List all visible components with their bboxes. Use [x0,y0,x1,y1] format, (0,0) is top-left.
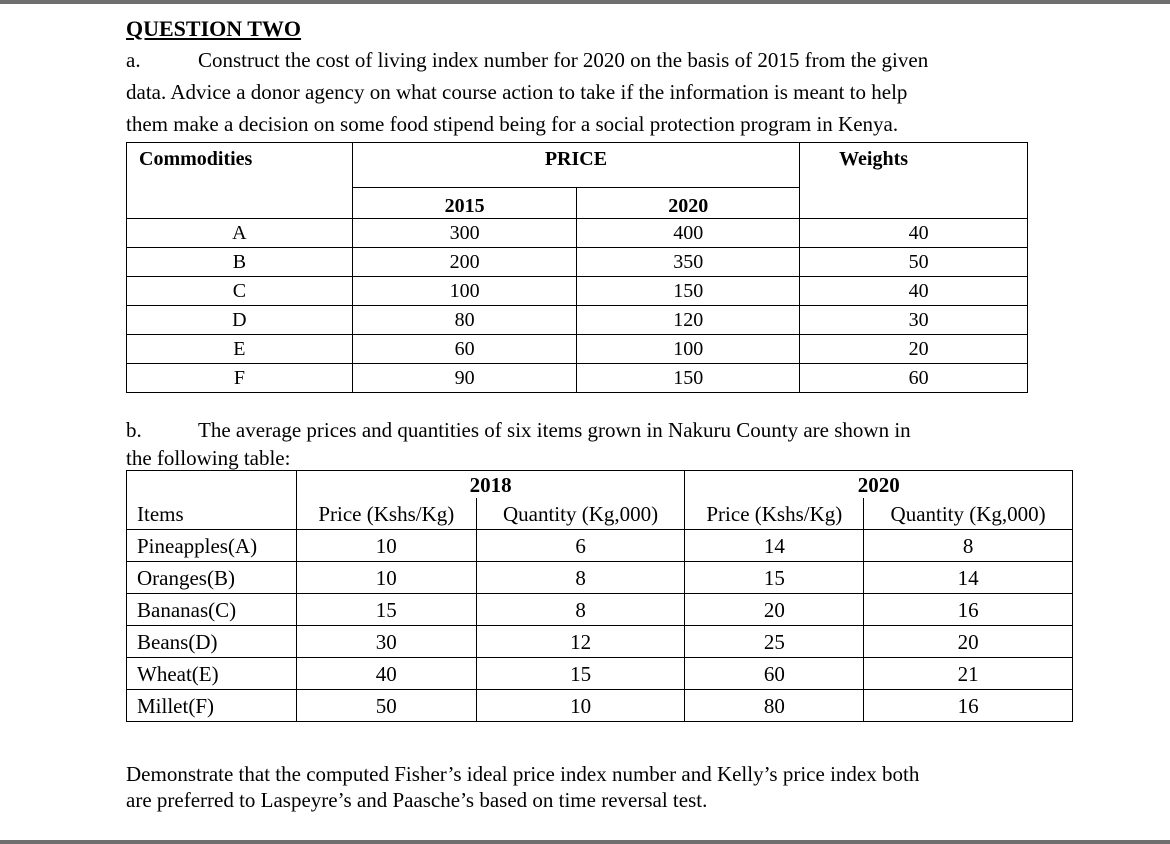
table-row [127,530,1073,562]
price-2015-cell: 60 [352,335,577,364]
table-row [127,248,1028,277]
table-row [127,626,1073,658]
price-2020-cell: 15 [685,562,864,594]
quantity-2020-cell: 14 [864,562,1073,594]
price-2015-cell: 80 [352,306,577,335]
price-2020-cell: 350 [577,248,800,277]
cost-of-living-table [126,142,1028,393]
quantity-2018-cell: 12 [476,626,685,658]
price-header: PRICE [352,143,799,188]
year-2015-header: 2015 [352,188,577,219]
quantity-2018-cell: 15 [476,658,685,690]
year-header-row [127,471,1073,499]
quantity-2018-cell: 8 [476,594,685,626]
year-2018-header: 2018 [296,471,685,499]
item-name-cell: Bananas(C) [127,594,297,626]
weight-cell: 50 [800,248,1028,277]
quantity-2020-cell: 21 [864,658,1073,690]
price-2018-cell: 30 [296,626,476,658]
question-title: QUESTION TWO [126,16,302,41]
table-header-row [127,143,1028,188]
table-row [127,219,1028,248]
table-row [127,658,1073,690]
price-2020-cell: 120 [577,306,800,335]
commodity-cell: D [127,306,353,335]
table-row [127,690,1073,722]
column-header-row [127,498,1073,530]
year-2020-header: 2020 [685,471,1073,499]
price-2020-cell: 20 [685,594,864,626]
price-2018-cell: 10 [296,530,476,562]
weight-cell: 20 [800,335,1028,364]
quantity-2020-cell: 16 [864,594,1073,626]
weight-cell: 60 [800,364,1028,393]
price-2020-cell: 150 [577,364,800,393]
quantity-2018-cell: 10 [476,690,685,722]
table-row [127,277,1028,306]
weight-cell: 40 [800,219,1028,248]
weights-header: Weights [800,143,1028,219]
table-row [127,364,1028,393]
quantity-2020-cell: 8 [864,530,1073,562]
commodities-header: Commodities [127,143,353,219]
weight-cell: 30 [800,306,1028,335]
price-2020-cell: 100 [577,335,800,364]
price-2018-cell: 15 [296,594,476,626]
bottom-border-line [0,840,1170,844]
item-name-cell: Millet(F) [127,690,297,722]
quantity-2020-cell: 20 [864,626,1073,658]
table-row [127,594,1073,626]
table-row [127,335,1028,364]
part-a-label: a. [126,48,141,72]
item-name-cell: Oranges(B) [127,562,297,594]
price-2020-cell: 25 [685,626,864,658]
price-2020-header: Price (Kshs/Kg) [685,498,864,530]
price-2018-cell: 50 [296,690,476,722]
closing-line-1: Demonstrate that the computed Fisher’s ideal price index number and Kelly’s price index both [126,762,920,786]
price-2020-cell: 400 [577,219,800,248]
price-2015-cell: 90 [352,364,577,393]
price-2020-cell: 80 [685,690,864,722]
year-2020-header: 2020 [577,188,800,219]
commodity-cell: F [127,364,353,393]
price-2018-cell: 40 [296,658,476,690]
price-2018-cell: 10 [296,562,476,594]
top-border-line [0,0,1170,4]
price-2020-cell: 150 [577,277,800,306]
price-2015-cell: 300 [352,219,577,248]
table-row [127,562,1073,594]
quantity-2020-cell: 16 [864,690,1073,722]
table-row [127,306,1028,335]
part-b-line-2: the following table: [126,446,291,470]
price-2015-cell: 200 [352,248,577,277]
commodity-cell: A [127,219,353,248]
quantity-2018-header: Quantity (Kg,000) [476,498,685,530]
item-name-cell: Beans(D) [127,626,297,658]
quantity-2018-cell: 6 [476,530,685,562]
price-2020-cell: 60 [685,658,864,690]
commodity-cell: B [127,248,353,277]
part-b-label: b. [126,418,142,442]
weight-cell: 40 [800,277,1028,306]
blank-header-cell [127,471,297,499]
quantity-2020-header: Quantity (Kg,000) [864,498,1073,530]
price-2015-cell: 100 [352,277,577,306]
price-2018-header: Price (Kshs/Kg) [296,498,476,530]
part-a-line-2: data. Advice a donor agency on what course action to take if the information is meant to help [126,80,908,104]
quantity-2018-cell: 8 [476,562,685,594]
closing-line-2: are preferred to Laspeyre’s and Paasche’s based on time reversal test. [126,788,708,812]
item-name-cell: Wheat(E) [127,658,297,690]
price-2020-cell: 14 [685,530,864,562]
commodity-cell: C [127,277,353,306]
part-a-line-3: them make a decision on some food stipend being for a social protection program in Kenya. [126,112,899,136]
commodity-cell: E [127,335,353,364]
part-b-line-1: The average prices and quantities of six items grown in Nakuru County are shown in [198,418,911,442]
items-header: Items [127,498,297,530]
part-a-line-1: Construct the cost of living index number for 2020 on the basis of 2015 from the given [198,48,929,72]
item-name-cell: Pineapples(A) [127,530,297,562]
nakuru-items-table [126,470,1073,722]
